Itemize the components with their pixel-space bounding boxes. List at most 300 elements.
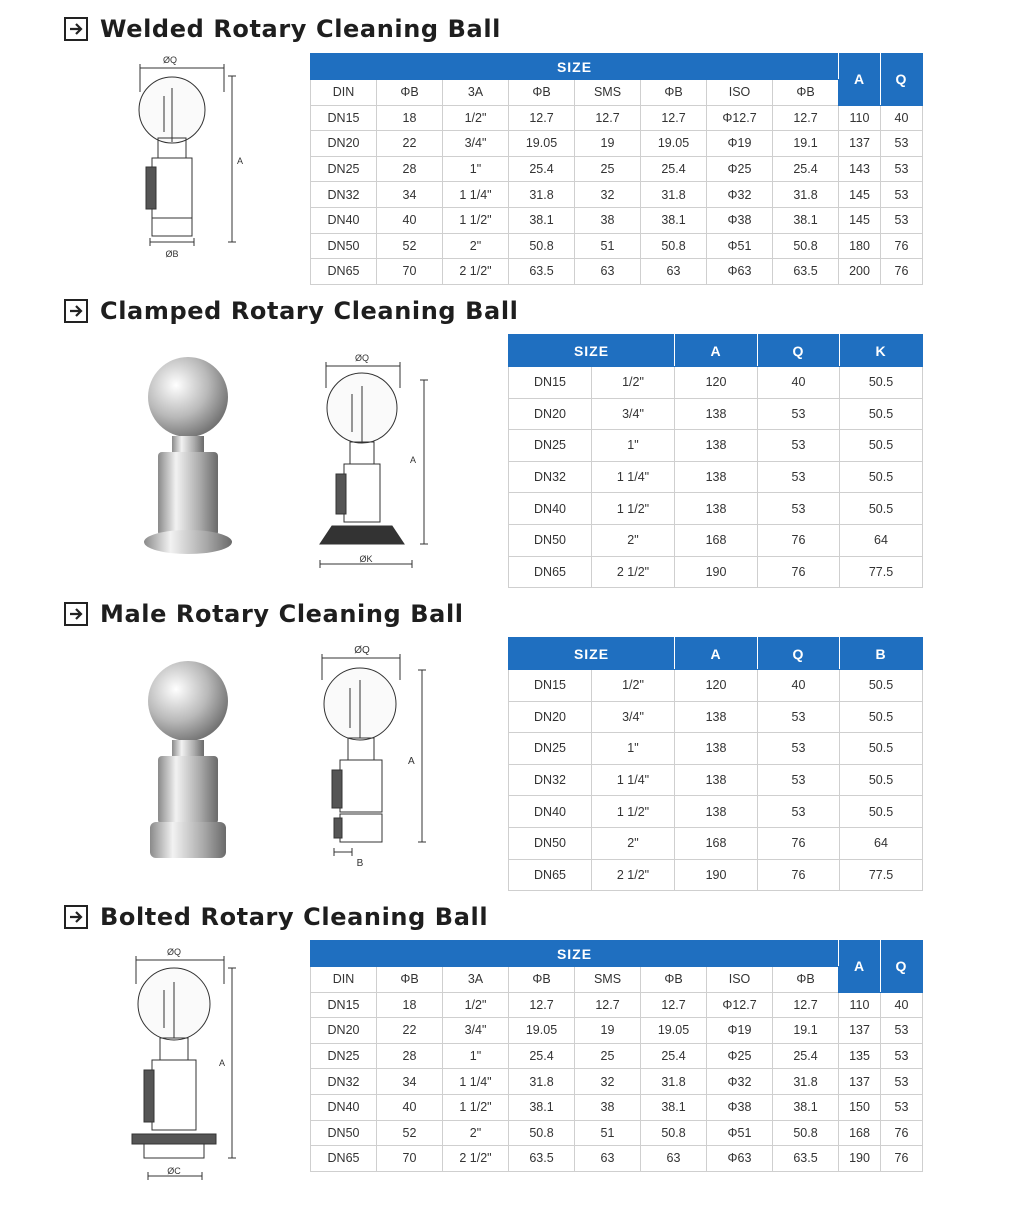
- section-title-male: [64, 599, 464, 629]
- table-cell: 138: [675, 701, 758, 733]
- table-row: [509, 827, 923, 859]
- table-cell: DN65: [509, 859, 592, 891]
- table-row: [311, 1043, 923, 1069]
- table-cell: 135: [839, 1043, 881, 1069]
- size-header: SIZE: [311, 941, 839, 967]
- table-cell: 53: [881, 207, 923, 233]
- table-cell: 19.1: [773, 1018, 839, 1044]
- table-cell: 2 1/2": [592, 859, 675, 891]
- table-row: [311, 131, 923, 157]
- table-cell: 18: [377, 105, 443, 131]
- table-cell: 120: [675, 670, 758, 702]
- subheader-cell: ΦB: [509, 80, 575, 106]
- table-cell: 138: [675, 430, 758, 462]
- table-cell: Φ12.7: [707, 105, 773, 131]
- table-cell: 50.5: [840, 733, 923, 765]
- table-row: [311, 1094, 923, 1120]
- table-cell: 1/2": [592, 670, 675, 702]
- column-header-a: A: [675, 335, 758, 367]
- table-cell: DN32: [509, 764, 592, 796]
- table-cell: 2": [592, 827, 675, 859]
- table-cell: DN15: [509, 367, 592, 399]
- table-cell: 12.7: [773, 992, 839, 1018]
- table-cell: 50.5: [840, 764, 923, 796]
- table-cell: 31.8: [773, 182, 839, 208]
- subheader-cell: ISO: [707, 80, 773, 106]
- table-cell: DN40: [509, 796, 592, 828]
- table-cell: 12.7: [641, 105, 707, 131]
- spec-table-bolted: [310, 940, 923, 1172]
- arrow-right-icon: [64, 17, 88, 41]
- table-cell: 2 1/2": [592, 556, 675, 588]
- dim-label-a: A: [408, 756, 415, 767]
- table-cell: 53: [881, 156, 923, 182]
- table-cell: 76: [881, 1146, 923, 1172]
- table-cell: 18: [377, 992, 443, 1018]
- table-cell: 34: [377, 182, 443, 208]
- table-cell: 53: [758, 493, 840, 525]
- dim-label-bottom: ØB: [165, 249, 179, 259]
- subheader-cell: SMS: [575, 80, 641, 106]
- table-cell: Φ38: [707, 207, 773, 233]
- column-header-k: K: [840, 335, 923, 367]
- dim-label-a: A: [410, 455, 417, 465]
- subheader-row: [311, 967, 923, 993]
- table-cell: 138: [675, 796, 758, 828]
- column-header-a: A: [839, 54, 881, 106]
- table-cell: 76: [881, 259, 923, 285]
- column-header-q: Q: [881, 941, 923, 993]
- column-header-q: Q: [881, 54, 923, 106]
- table-cell: 53: [881, 1018, 923, 1044]
- subheader-cell: DIN: [311, 80, 377, 106]
- table-cell: DN20: [509, 398, 592, 430]
- table-cell: 2": [443, 233, 509, 259]
- table-cell: 76: [758, 556, 840, 588]
- table-cell: 53: [758, 461, 840, 493]
- subheader-cell: 3A: [443, 967, 509, 993]
- table-cell: 190: [675, 859, 758, 891]
- table-cell: 137: [839, 1018, 881, 1044]
- table-row: [311, 207, 923, 233]
- table-cell: 25.4: [641, 156, 707, 182]
- table-cell: 70: [377, 259, 443, 285]
- table-row: [311, 1018, 923, 1044]
- table-cell: 63: [641, 1146, 707, 1172]
- table-cell: 50.8: [641, 233, 707, 259]
- subheader-cell: ΦB: [641, 80, 707, 106]
- table-cell: 40: [377, 1094, 443, 1120]
- table-cell: 38.1: [641, 1094, 707, 1120]
- table-row: [509, 524, 923, 556]
- table-cell: Φ19: [707, 1018, 773, 1044]
- male-ball-drawing: [312, 642, 442, 870]
- table-cell: 25.4: [509, 156, 575, 182]
- table-cell: 1 1/2": [443, 207, 509, 233]
- table-cell: DN20: [311, 1018, 377, 1044]
- table-cell: 53: [881, 182, 923, 208]
- arrow-right-icon: [64, 602, 88, 626]
- table-cell: 38: [575, 1094, 641, 1120]
- section-heading: Bolted Rotary Cleaning Ball: [100, 903, 489, 931]
- table-cell: 19.05: [641, 1018, 707, 1044]
- table-cell: 1 1/2": [592, 493, 675, 525]
- table-cell: 64: [840, 524, 923, 556]
- table-cell: 137: [839, 131, 881, 157]
- column-header-size: SIZE: [509, 335, 675, 367]
- table-cell: 145: [839, 207, 881, 233]
- table-cell: 50.5: [840, 701, 923, 733]
- table-cell: 50.5: [840, 430, 923, 462]
- table-row: [509, 764, 923, 796]
- table-cell: 145: [839, 182, 881, 208]
- table-cell: 138: [675, 461, 758, 493]
- table-cell: 63: [575, 259, 641, 285]
- table-cell: DN65: [311, 259, 377, 285]
- table-cell: 53: [758, 701, 840, 733]
- dim-label-q: ØQ: [354, 353, 370, 363]
- table-cell: 40: [881, 992, 923, 1018]
- table-cell: 50.8: [509, 233, 575, 259]
- table-cell: 137: [839, 1069, 881, 1095]
- table-cell: 40: [758, 670, 840, 702]
- male-ball-photo: [128, 654, 248, 874]
- table-cell: 138: [675, 733, 758, 765]
- table-cell: 64: [840, 827, 923, 859]
- table-cell: 12.7: [509, 992, 575, 1018]
- table-row: [311, 1146, 923, 1172]
- table-cell: 22: [377, 131, 443, 157]
- subheader-cell: ΦB: [641, 967, 707, 993]
- spec-table-clamped: [508, 334, 923, 588]
- table-row: [509, 670, 923, 702]
- section-heading: Welded Rotary Cleaning Ball: [100, 15, 501, 43]
- table-cell: 53: [758, 733, 840, 765]
- table-cell: 53: [758, 764, 840, 796]
- table-cell: 34: [377, 1069, 443, 1095]
- table-cell: 138: [675, 493, 758, 525]
- table-cell: Φ63: [707, 259, 773, 285]
- table-cell: DN50: [311, 1120, 377, 1146]
- table-cell: DN50: [509, 827, 592, 859]
- table-row: [311, 105, 923, 131]
- header-row: [509, 335, 923, 367]
- table-cell: 1/2": [443, 105, 509, 131]
- table-cell: 63.5: [773, 1146, 839, 1172]
- table-cell: 19: [575, 131, 641, 157]
- table-cell: 1": [592, 733, 675, 765]
- table-row: [311, 1120, 923, 1146]
- table-cell: 38.1: [773, 1094, 839, 1120]
- column-header-a: A: [675, 638, 758, 670]
- table-cell: DN50: [311, 233, 377, 259]
- table-cell: 1": [443, 1043, 509, 1069]
- column-header-q: Q: [758, 335, 840, 367]
- table-cell: 168: [675, 524, 758, 556]
- table-cell: 70: [377, 1146, 443, 1172]
- table-cell: 3/4": [443, 131, 509, 157]
- table-cell: 53: [758, 796, 840, 828]
- table-row: [509, 796, 923, 828]
- table-cell: 53: [758, 398, 840, 430]
- table-cell: DN25: [311, 1043, 377, 1069]
- table-cell: DN20: [509, 701, 592, 733]
- table-row: [509, 701, 923, 733]
- spec-table-welded: [310, 53, 923, 285]
- table-cell: 63: [641, 259, 707, 285]
- table-cell: 12.7: [773, 105, 839, 131]
- table-cell: 120: [675, 367, 758, 399]
- table-cell: 38.1: [509, 207, 575, 233]
- table-row: [509, 461, 923, 493]
- table-cell: 31.8: [509, 182, 575, 208]
- table-cell: 38.1: [509, 1094, 575, 1120]
- subheader-cell: ISO: [707, 967, 773, 993]
- table-row: [311, 182, 923, 208]
- dim-label-bottom: ØC: [167, 1166, 181, 1176]
- table-cell: 28: [377, 156, 443, 182]
- table-cell: 32: [575, 1069, 641, 1095]
- table-row: [311, 156, 923, 182]
- table-row: [509, 859, 923, 891]
- table-cell: 63.5: [773, 259, 839, 285]
- subheader-cell: ΦB: [773, 967, 839, 993]
- subheader-cell: ΦB: [773, 80, 839, 106]
- table-cell: 19.05: [509, 131, 575, 157]
- dim-label-q: ØQ: [166, 947, 182, 957]
- header-row: [311, 54, 923, 80]
- table-cell: Φ38: [707, 1094, 773, 1120]
- table-cell: 50.8: [509, 1120, 575, 1146]
- table-cell: 53: [881, 1043, 923, 1069]
- table-cell: 12.7: [641, 992, 707, 1018]
- table-cell: 63.5: [509, 259, 575, 285]
- dim-label-a: A: [237, 156, 244, 166]
- table-cell: 110: [839, 105, 881, 131]
- table-cell: DN32: [509, 461, 592, 493]
- table-row: [311, 1069, 923, 1095]
- table-cell: 2 1/2": [443, 259, 509, 285]
- table-cell: DN32: [311, 1069, 377, 1095]
- table-cell: 63.5: [509, 1146, 575, 1172]
- table-cell: 50.8: [641, 1120, 707, 1146]
- table-cell: 12.7: [509, 105, 575, 131]
- section-title-welded: [64, 14, 501, 44]
- table-cell: 76: [758, 827, 840, 859]
- table-row: [509, 398, 923, 430]
- table-cell: 1 1/4": [592, 461, 675, 493]
- table-cell: 19.05: [509, 1018, 575, 1044]
- table-cell: 138: [675, 398, 758, 430]
- table-row: [509, 556, 923, 588]
- table-cell: 28: [377, 1043, 443, 1069]
- table-cell: DN40: [311, 1094, 377, 1120]
- table-cell: 40: [377, 207, 443, 233]
- column-header-a: A: [839, 941, 881, 993]
- table-cell: 110: [839, 992, 881, 1018]
- table-cell: 1": [592, 430, 675, 462]
- table-cell: DN40: [311, 207, 377, 233]
- table-cell: Φ32: [707, 182, 773, 208]
- section-title-bolted: [64, 902, 488, 932]
- table-cell: 19.05: [641, 131, 707, 157]
- table-cell: DN40: [509, 493, 592, 525]
- table-cell: 138: [675, 764, 758, 796]
- table-cell: 77.5: [840, 556, 923, 588]
- table-cell: 2 1/2": [443, 1146, 509, 1172]
- table-cell: 53: [881, 1094, 923, 1120]
- clamped-ball-drawing: [312, 350, 442, 575]
- table-row: [509, 367, 923, 399]
- table-cell: 40: [881, 105, 923, 131]
- table-cell: 22: [377, 1018, 443, 1044]
- table-cell: 52: [377, 233, 443, 259]
- column-header-size: SIZE: [509, 638, 675, 670]
- table-cell: 50.5: [840, 493, 923, 525]
- table-cell: Φ25: [707, 156, 773, 182]
- column-header-q: Q: [758, 638, 840, 670]
- table-cell: 50.8: [773, 1120, 839, 1146]
- table-cell: DN32: [311, 182, 377, 208]
- table-cell: 1 1/4": [443, 1069, 509, 1095]
- table-cell: 31.8: [641, 182, 707, 208]
- table-cell: 3/4": [592, 701, 675, 733]
- table-cell: 76: [881, 1120, 923, 1146]
- dim-label-q: ØQ: [354, 645, 370, 656]
- table-cell: 50.8: [773, 233, 839, 259]
- subheader-cell: DIN: [311, 967, 377, 993]
- table-cell: DN20: [311, 131, 377, 157]
- arrow-right-icon: [64, 299, 88, 323]
- table-cell: 200: [839, 259, 881, 285]
- table-cell: 51: [575, 1120, 641, 1146]
- table-cell: 180: [839, 233, 881, 259]
- table-cell: 25.4: [773, 1043, 839, 1069]
- table-cell: DN65: [509, 556, 592, 588]
- column-header-b: B: [840, 638, 923, 670]
- table-cell: 53: [881, 131, 923, 157]
- table-cell: 3/4": [443, 1018, 509, 1044]
- table-cell: 19: [575, 1018, 641, 1044]
- table-cell: 190: [839, 1146, 881, 1172]
- table-cell: 25.4: [509, 1043, 575, 1069]
- table-cell: 2": [592, 524, 675, 556]
- table-cell: 1/2": [592, 367, 675, 399]
- table-cell: Φ51: [707, 1120, 773, 1146]
- table-cell: DN65: [311, 1146, 377, 1172]
- subheader-cell: SMS: [575, 967, 641, 993]
- table-cell: 32: [575, 182, 641, 208]
- table-cell: 77.5: [840, 859, 923, 891]
- table-cell: 1 1/2": [443, 1094, 509, 1120]
- dim-label-bottom: B: [356, 858, 364, 869]
- table-cell: 25: [575, 1043, 641, 1069]
- table-cell: 40: [758, 367, 840, 399]
- subheader-cell: ΦB: [377, 967, 443, 993]
- welded-ball-drawing: [122, 52, 252, 277]
- table-cell: 76: [758, 524, 840, 556]
- clamped-ball-photo: [128, 352, 248, 572]
- table-cell: 1 1/2": [592, 796, 675, 828]
- table-row: [311, 992, 923, 1018]
- table-cell: DN15: [311, 992, 377, 1018]
- table-cell: 1/2": [443, 992, 509, 1018]
- table-cell: 150: [839, 1094, 881, 1120]
- table-cell: 12.7: [575, 992, 641, 1018]
- table-cell: 52: [377, 1120, 443, 1146]
- table-cell: 76: [758, 859, 840, 891]
- table-cell: 25.4: [773, 156, 839, 182]
- table-cell: 1 1/4": [443, 182, 509, 208]
- table-cell: Φ51: [707, 233, 773, 259]
- table-cell: 50.5: [840, 461, 923, 493]
- table-cell: 31.8: [641, 1069, 707, 1095]
- table-cell: 63: [575, 1146, 641, 1172]
- table-cell: 50.5: [840, 367, 923, 399]
- table-cell: 168: [675, 827, 758, 859]
- header-row: [509, 638, 923, 670]
- table-cell: 25.4: [641, 1043, 707, 1069]
- section-heading: Male Rotary Cleaning Ball: [100, 600, 464, 628]
- table-cell: DN25: [311, 156, 377, 182]
- table-cell: Φ19: [707, 131, 773, 157]
- table-cell: 50.5: [840, 670, 923, 702]
- table-cell: 168: [839, 1120, 881, 1146]
- table-cell: 3/4": [592, 398, 675, 430]
- dim-label-bottom: ØK: [359, 554, 373, 564]
- table-cell: 1": [443, 156, 509, 182]
- table-cell: 31.8: [773, 1069, 839, 1095]
- table-cell: 19.1: [773, 131, 839, 157]
- dim-label-a: A: [219, 1058, 226, 1068]
- table-cell: 53: [881, 1069, 923, 1095]
- table-cell: 143: [839, 156, 881, 182]
- table-cell: DN50: [509, 524, 592, 556]
- table-row: [311, 233, 923, 259]
- header-row: [311, 941, 923, 967]
- table-row: [509, 733, 923, 765]
- section-title-clamped: [64, 296, 519, 326]
- table-row: [509, 430, 923, 462]
- dim-label-q: ØQ: [162, 55, 178, 65]
- table-cell: Φ12.7: [707, 992, 773, 1018]
- table-cell: Φ32: [707, 1069, 773, 1095]
- table-cell: 38: [575, 207, 641, 233]
- table-cell: Φ25: [707, 1043, 773, 1069]
- table-cell: 50.5: [840, 398, 923, 430]
- table-cell: DN15: [509, 670, 592, 702]
- table-cell: DN25: [509, 733, 592, 765]
- size-header: SIZE: [311, 54, 839, 80]
- table-cell: DN15: [311, 105, 377, 131]
- subheader-cell: ΦB: [509, 967, 575, 993]
- table-cell: 53: [758, 430, 840, 462]
- table-cell: 76: [881, 233, 923, 259]
- subheader-row: [311, 80, 923, 106]
- table-cell: 38.1: [641, 207, 707, 233]
- bolted-ball-drawing: [122, 944, 252, 1194]
- table-cell: 31.8: [509, 1069, 575, 1095]
- table-cell: 1 1/4": [592, 764, 675, 796]
- table-cell: DN25: [509, 430, 592, 462]
- subheader-cell: ΦB: [377, 80, 443, 106]
- spec-table-male: [508, 637, 923, 891]
- table-cell: 38.1: [773, 207, 839, 233]
- table-cell: 25: [575, 156, 641, 182]
- table-cell: 190: [675, 556, 758, 588]
- subheader-cell: 3A: [443, 80, 509, 106]
- table-cell: Φ63: [707, 1146, 773, 1172]
